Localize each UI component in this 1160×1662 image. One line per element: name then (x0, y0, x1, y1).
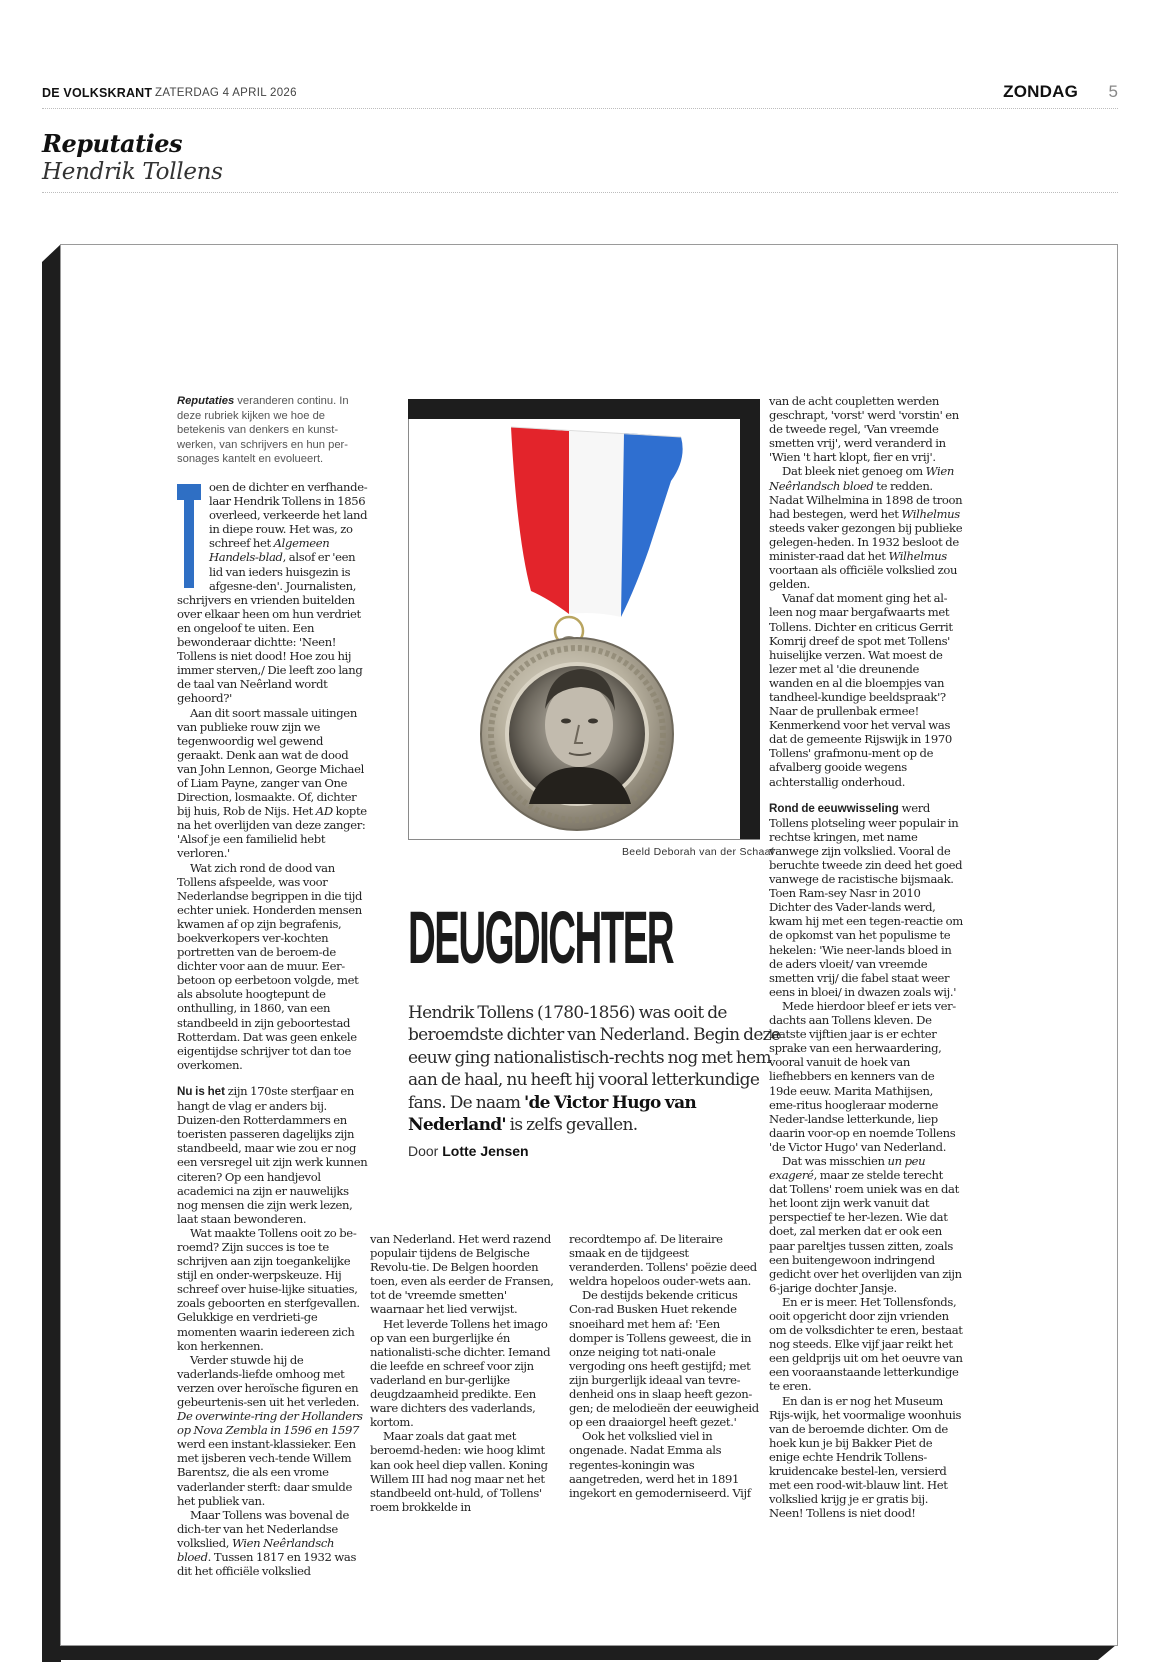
ribbon (511, 427, 683, 617)
issue-date: ZATERDAG 4 APRIL 2026 (155, 87, 297, 99)
frame-shadow-corner (42, 244, 61, 262)
photo-credit: Beeld Deborah van der Schaaf (622, 846, 774, 858)
masthead (42, 82, 1118, 109)
paragraph: van Nederland. Het werd razend populair tijdens de Belgische Revolu-tie. De Belgen hoorden toen, even als eerder de Fransen, tot de 'vreemde smetten' waarnaar het lied verwijst. (370, 1232, 554, 1317)
article-column-4 (769, 394, 963, 1520)
photo-frame-bar-right (740, 399, 760, 839)
standfirst: Hendrik Tollens (1780-1856) was ooit de beroemdste dichter van Nederland. Begin deze eeuw ging nationalistisch-rechts nog met hem aan de haal, nu heeft hij vooral letterkundige fans. De naam 'de Victor Hugo van Nederland' is zelfs gevallen. (408, 1003, 781, 1136)
medal-photo (408, 399, 760, 840)
paragraph: De destijds bekende criticus Con-rad Busken Huet rekende snoeihard met hem af: 'Een domper is Tollens geweest, die in onze neiging tot nati-onale vergoding ons heeft gestijfd; met zijn burgerlijk ideaal van tevre-denheid ons in slaap heeft gezon-gen; de melodieën der eeuwigheid op een draaiorgel heeft gezet.' (569, 1288, 759, 1430)
rubric-header (42, 130, 1118, 193)
paragraph: Ook het volkslied viel in ongenade. Nadat Emma als regentes-koningin was aangetreden, werd het in 1891 ingekort en gemoderniseerd. Vijf (569, 1429, 751, 1500)
paragraph: Vanaf dat moment ging het al-leen nog maar bergafwaarts met Tollens. Dichter en criticus Gerrit Komrij dreef de spot met Tollens' huiselijke verzen. Wat moest de lezer met al 'die dreunende wanden en al die bloempjes van tandheel-kundige beeldspraak'? Naar de prullenbak ermee! Kenmerkend voor het verval was dat de gemeente Rijswijk in 1970 Tollens' grafmonu-ment op de afvalberg gooide wegens achterstallig onderhoud. (769, 591, 953, 789)
dropcap-letter-t (177, 484, 199, 588)
page-number: 5 (1108, 82, 1118, 101)
paragraph: van de acht coupletten werden geschrapt, 'vorst' werd 'vorstin' en de tweede regel, 'Van vreemde smetten vrij', werd veranderd in 'Wien 't hart klopt, fier en vrij'. (769, 394, 959, 465)
frame-shadow-corner-bottom (1098, 1645, 1116, 1660)
article-column-3 (569, 1232, 759, 1500)
frame-shadow-bottom (42, 1645, 1098, 1660)
rubric-intro (177, 394, 367, 467)
article-column-1 (177, 480, 369, 1578)
standfirst-quote: 'de Victor Hugo van Nederland' (408, 1092, 697, 1136)
paragraph: oen de dichter en verfhande-laar Hendrik Tollens in 1856 overleed, verkeerde het land in diepe rouw. Het was, zo schreef het Algemeen Handels-blad, alsof er 'een lid van ieders huisgezin is afgesne-den'. Journalisten, schrijvers en vrienden buitelden over elkaar heen om hun verdriet en ongeloof te uiten. Een bewonderaar dichtte: 'Neen! Tollens is niet dood! Hoe zou hij immer sterven,/ Die leeft zoo lang de taal van Neêrland wordt gehoord?' (177, 480, 368, 706)
lead-in: Nu is het (177, 1084, 225, 1098)
rubric-title: Reputaties (42, 129, 183, 158)
paragraph: recordtempo af. De literaire smaak en de tijdgeest veranderden. Tollens' poëzie deed weldra hopeloos ouder-wets aan. (569, 1232, 757, 1289)
paragraph: Rond de eeuwwisseling werd Tollens plotseling weer populair in rechtse kringen, met name vanwege zijn volkslied. Vooral de beruchte tweede zin deed het goed vanwege de racistische bijsmaak. Toen Ram-sey Nasr in 2010 Dichter des Vader-lands werd, kwam hij met een tegen-reactie om de opkomst van het populisme te hekelen: 'Wie neer-lands bloed in de aders vloeit/ van vreemde smetten vrij/ die fabel staat weer eens in bloei/ in dwazen zoals wij.' (769, 800, 963, 999)
section-name: ZONDAG (1003, 82, 1078, 101)
rubric-subtitle: Hendrik Tollens (42, 159, 223, 185)
paragraph: Mede hierdoor bleef er iets ver-dachts aan Tollens kleven. De laatste vijftien jaar is er echter sprake van een herwaardering, vooral vanuit de hoek van liefhebbers en kenners van de 19de eeuw. Marita Mathijsen, eme-ritus hoogleraar moderne Neder-landse letterkunde, liep daarin voor-op en noemde Tollens 'de Victor Hugo' van Nederland. (769, 998, 956, 1154)
paragraph: Nu is het zijn 170ste sterfjaar en hangt de vlag er anders bij. Duizen-den Rotterdammers en toeristen passeren dagelijks zijn standbeeld, maar wie zou er nog een versregel uit zijn werk kunnen citeren? Op een handjevol academici na zijn er nauwelijks nog mensen die zijn werk lezen, laat staan bewonderen. (177, 1083, 368, 1226)
headline: DEUGDICHTER (408, 896, 674, 979)
paragraph: Wat maakte Tollens ooit zo be-roemd? Zijn succes is toe te schrijven aan zijn toegankelijke stijl en onder-werpskeuze. Hij schreef over huise-lijke situaties, zoals geboorten en sterfgevallen. Gelukkige en verdrieti-ge momenten waarin iedereen zich kon herkennen. (177, 1225, 360, 1353)
photo-frame-bar-top (408, 399, 760, 419)
paragraph: Dat was misschien un peu exageré, maar ze stelde terecht dat Tollens' roem uniek was en dat het loont zijn werk vanuit dat perspectief te her-lezen. Wie dat doet, zal merken dat er ook een paar pareltjes tussen zitten, zoals een buitengewoon indringend gedicht over het overlijden van zijn 6-jarige dochter Jansje. (769, 1153, 962, 1295)
author-name: Lotte Jensen (442, 1143, 529, 1160)
intro-lead: Reputaties (177, 395, 235, 407)
frame-shadow-left (42, 262, 61, 1662)
intro-text: veranderen continu. In deze rubriek kijken we hoe de betekenis van denkers en kunst-werken, van schrijvers en hun per-sonages kantelt en evolueert. (177, 395, 349, 466)
newspaper-name: DE VOLKSKRANT (42, 86, 153, 100)
headline-container (408, 898, 768, 978)
paragraph: Maar Tollens was bovenal de dich-ter van het Nederlandse volkslied, Wien Neêrlandsch bloed. Tussen 1817 en 1932 was dit het officiële volkslied (177, 1507, 357, 1579)
deck (408, 1002, 792, 1160)
paragraph: Verder stuwde hij de vaderlands-liefde omhoog met verzen over heroïsche figuren en gebeurtenis-sen uit het verleden. De overwinte-ring der Hollanders op Nova Zembla in 1596 en 1597 werd een instant-klassieker. Een met ijsberen vech-tende Willem Barentsz, die als een vrome vaderlander sterft: daar smulde het publiek van. (177, 1352, 363, 1508)
paragraph: En er is meer. Het Tollensfonds, ooit opgericht door zijn vrienden om de volksdichter te eren, bestaat nog steeds. Elke vijf jaar reikt het een geldprijs uit om het oeuvre van een vooraanstaande letterkundige te eren. (769, 1294, 963, 1394)
paragraph: En dan is er nog het Museum Rijs-wijk, het voormalige woonhuis van de beroemde dichter. Om de hoek kun je bij Bakker Piet de enige echte Hendrik Tollens-kruidencake bestel-len, versierd met een rood-wit-blauw lint. Het volkslied krijg je er gratis bij. Neen! Tollens is niet dood! (769, 1393, 962, 1521)
paragraph: Maar zoals dat gaat met beroemd-heden: wie hoog klimt kan ook heel diep vallen. Koning Willem III had nog maar net het standbeeld ont-huld, of Tollens' roem brokkelde in (370, 1429, 548, 1514)
paragraph: Dat bleek niet genoeg om Wien Neêrlandsch bloed te redden. Nadat Wilhelmina in 1898 de troon had bestegen, werd het Wilhelmus steeds vaker gezongen bij publieke gelegen-heden. In 1932 besloot de minister-raad dat het Wilhelmus voortaan als officiële volkslied zou gelden. (769, 464, 963, 592)
lead-in: Rond de eeuwwisseling (769, 801, 899, 815)
article-column-2 (370, 1232, 560, 1514)
medal-illustration (409, 399, 759, 839)
paragraph: Het leverde Tollens het imago op van een burgerlijke én nationalisti-sche dichter. Iemand die leefde en schreef voor zijn vaderland en bur-gerlijke deugdzaamheid predikte. Een ware dichters des vaderlands, kortom. (370, 1316, 551, 1430)
paragraph: Aan dit soort massale uitingen van publieke rouw zijn we tegenwoordig wel gewend geraakt. Denk aan wat de dood van John Lennon, George Michael of Liam Payne, zanger van One Direction, losmaakte. Of, dichter bij huis, Rob de Nijs. Het AD kopte na het overlijden van deze zanger: 'Alsof je een familielid hebt verloren.' (177, 705, 367, 861)
byline: Door Lotte Jensen (408, 1143, 529, 1160)
paragraph: Wat zich rond de dood van Tollens afspeelde, was voor Nederlandse begrippen in die tijd echter uniek. Honderden mensen kwamen af op zijn begrafenis, boekverkopers ver-kochten portretten van de beroem-de dichter voor aan de muur. Eer-betoon op eerbetoon volgde, met als absolute hoogtepunt de onthulling, in 1860, van een standbeeld in zijn geboortestad Rotterdam. Dat was geen enkele eigentijdse schrijver tot dan toe overkomen. (177, 860, 363, 1072)
